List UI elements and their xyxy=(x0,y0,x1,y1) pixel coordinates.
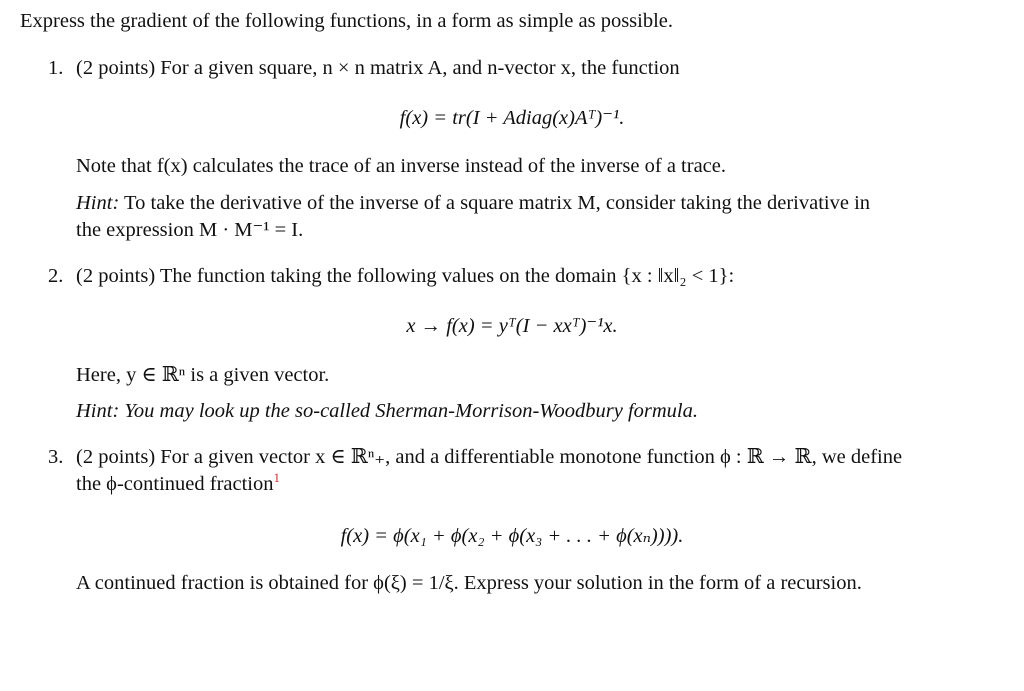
problem-2-statement: (2 points) The function taking the following values on the domain {x : ‖x‖₂ < 1}: xyxy=(76,265,735,287)
problem-3-continued-fraction-text: the ϕ-continued fraction xyxy=(76,473,274,495)
problem-3-formula: f(x) = ϕ(x₁ + ϕ(x₂ + ϕ(x₃ + . . . + ϕ(xₙ)))). xyxy=(340,525,684,547)
problem-1-note: Note that f(x) calculates the trace of an inverse instead of the inverse of a trace. xyxy=(76,155,726,177)
problem-1-hint-text: To take the derivative of the inverse of a square matrix M, consider taking the derivative in xyxy=(124,192,871,214)
problem-1-hint-line-1 xyxy=(76,190,870,216)
problem-2-note: Here, y ∈ ℝⁿ is a given vector. xyxy=(76,364,330,386)
problem-3-note: A continued fraction is obtained for ϕ(ξ) = 1/ξ. Express your solution in the form of a recursion. xyxy=(76,572,862,594)
problem-2-formula: x → f(x) = yᵀ(I − xxᵀ)⁻¹x. xyxy=(406,315,618,337)
problem-1-number: 1. xyxy=(48,57,64,79)
intro-text: Express the gradient of the following functions, in a form as simple as possible. xyxy=(20,10,674,32)
problem-2-hint: Hint: You may look up the so-called Sherman-Morrison-Woodbury formula. xyxy=(76,400,698,422)
problem-2-number: 2. xyxy=(48,265,64,287)
problem-3-statement-line-2 xyxy=(76,471,280,497)
problem-1-formula: f(x) = tr(I + Adiag(x)Aᵀ)⁻¹. xyxy=(399,107,625,129)
problem-1-hint-line-2: the expression M · M⁻¹ = I. xyxy=(76,219,304,241)
problem-3-number: 3. xyxy=(48,446,64,468)
problem-1-hint-label: Hint: xyxy=(76,192,120,214)
problem-1-statement: (2 points) For a given square, n × n matrix A, and n-vector x, the function xyxy=(76,57,680,79)
footnote-marker[interactable]: 1 xyxy=(273,470,280,486)
problem-3-statement: (2 points) For a given vector x ∈ ℝⁿ₊, and a differentiable monotone function ϕ : ℝ → ℝ, we define xyxy=(76,446,903,468)
